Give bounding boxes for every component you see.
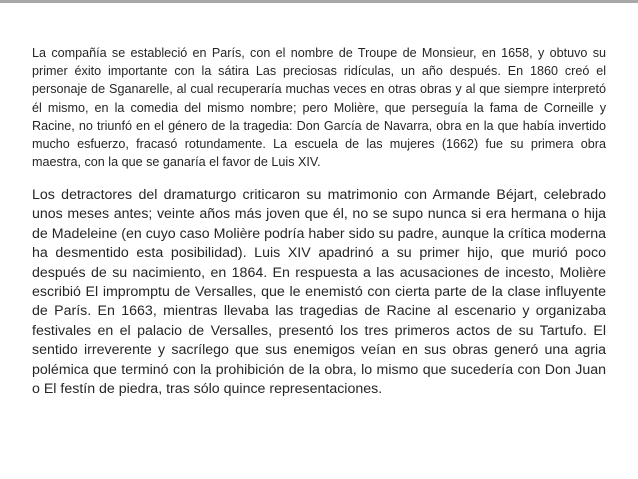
paragraph-detractors: Los detractores del dramaturgo criticaron su matrimonio con Armande Béjart, celebrado unos meses antes; veinte años más joven que él, no se supo nunca si era hermana o hija de Madeleine (en cuyo caso Molière podría haber sido su padre, aunque la crítica moderna ha desmentido esta posibilidad). Luis XIV apadrinó a su primer hijo, que murió poco después de su nacimiento, en 1864. En respuesta a las acusaciones de incesto, Molière escribió El impromptu de Versalles, que le enemistó con cierta parte de la clase influyente de París. En 1663, mientras llevaba las tragedias de Racine al escenario y organizaba festivales en el palacio de Versalles, presentó los tres primeros actos de su Tartufo. El sentido irreverente y sacrílego que sus enemigos veían en sus obras generó una agria polémica que terminó con la prohibición de la obra, lo mismo que sucedería con Don Juan o El festín de piedra, tras sólo quince representaciones.	[32, 187, 606, 398]
paragraph-company-history: La compañía se estableció en París, con el nombre de Troupe de Monsieur, en 1658, y obtuvo su primer éxito importante con la sátira Las preciosas ridículas, un año después. En 1860 creó el personaje de Sganarelle, al cual recuperaría muchas veces en otras obras y al que siempre interpretó él mismo, en la comedia del mismo nombre; pero Molière, que perseguía la fama de Corneille y Racine, no triunfó en el género de la tragedia: Don García de Navarra, obra en la que había invertido mucho esfuerzo, fracasó rotundamente. La escuela de las mujeres (1662) fue su primera obra maestra, con la que se ganaría el favor de Luis XIV.	[32, 46, 606, 170]
top-accent-bar	[0, 0, 638, 3]
